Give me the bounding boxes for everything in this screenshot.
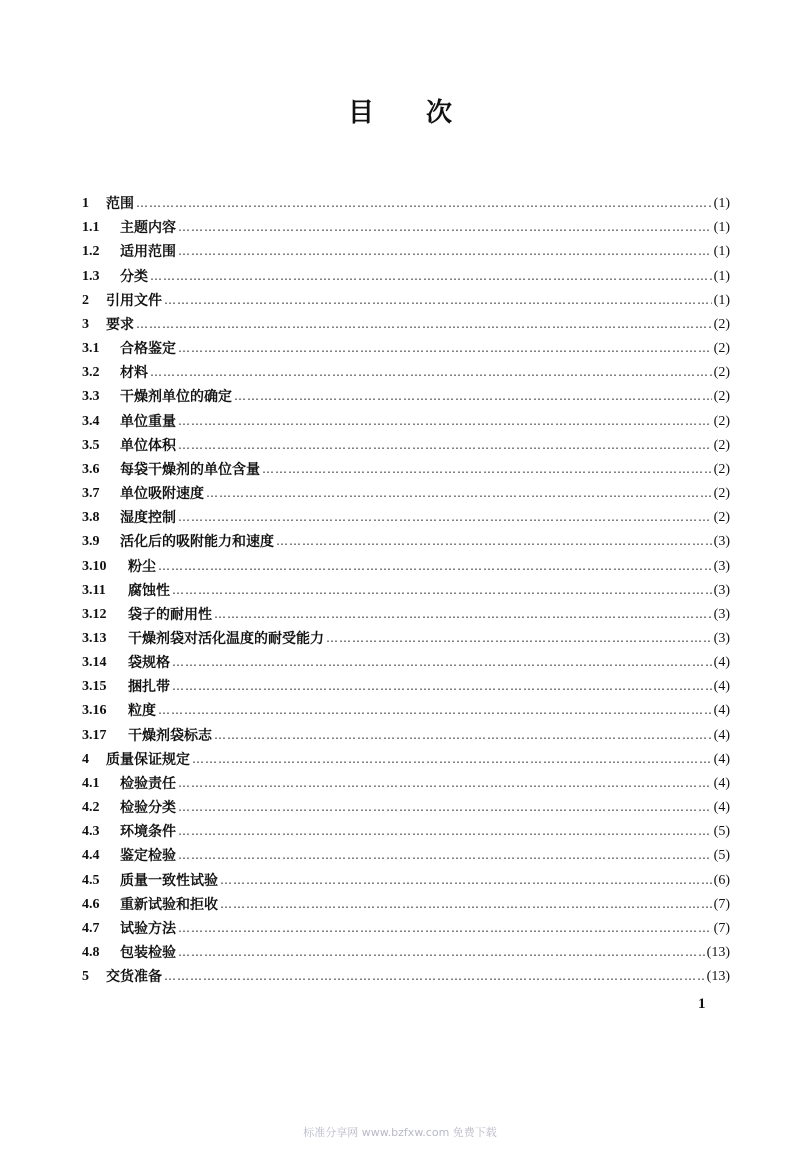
toc-entry-title: 检验分类 [120, 800, 176, 817]
toc-entry[interactable] [82, 503, 730, 527]
watermark: 标准分享网 www.bzfxw.com 免费下载 [303, 1126, 497, 1139]
toc-entry-page: (2) [713, 510, 730, 526]
toc-entry[interactable] [82, 382, 730, 406]
toc-entry-title: 活化后的吸附能力和速度 [120, 534, 274, 551]
toc-entry-title: 引用文件 [106, 292, 162, 309]
toc-entry-number: 2 [82, 292, 89, 308]
toc-entry-number: 3.3 [82, 389, 100, 405]
toc-entry-number: 3.7 [82, 486, 100, 502]
toc-entry[interactable] [82, 576, 730, 600]
toc-entry-title: 捆扎带 [128, 679, 170, 696]
toc-entry-number: 3 [82, 316, 89, 332]
toc-entry-number: 3.11 [82, 582, 106, 598]
toc-entry-title: 重新试验和拒收 [120, 896, 218, 913]
toc-entry[interactable] [82, 213, 730, 237]
toc-entry-page: (2) [713, 341, 730, 357]
toc-entry-title: 合格鉴定 [120, 341, 176, 358]
toc-entry-number: 3.9 [82, 534, 100, 550]
page-number: 1 [698, 996, 706, 1012]
toc-entry-title: 干燥剂袋对活化温度的耐受能力 [128, 630, 324, 647]
toc-entry-title: 粒度 [128, 703, 156, 720]
toc-entry-title: 腐蚀性 [128, 582, 170, 599]
toc-entry-number: 3.16 [82, 703, 107, 719]
toc-entry-page: (4) [713, 751, 730, 767]
toc-entry[interactable] [82, 914, 730, 938]
toc-entry-page: (2) [713, 365, 730, 381]
toc-dot-leader [172, 655, 712, 669]
toc-entry-page: (4) [713, 775, 730, 791]
toc-entry-number: 4.4 [82, 848, 100, 864]
toc-dot-leader [164, 969, 705, 983]
toc-entry-title: 分类 [120, 268, 148, 285]
toc-entry-number: 4.2 [82, 800, 100, 816]
page-title-left: 目 [347, 98, 374, 128]
toc-dot-leader [150, 269, 712, 283]
toc-entry-number: 3.5 [82, 437, 100, 453]
toc-entry-title: 鉴定检验 [120, 848, 176, 865]
toc-entry-page: (1) [713, 196, 730, 212]
toc-dot-leader [172, 583, 712, 597]
toc-entry-page: (2) [713, 316, 730, 332]
toc-entry-number: 1.2 [82, 244, 100, 260]
toc-entry-title: 质量一致性试验 [120, 872, 218, 889]
toc-entry-number: 4 [82, 751, 89, 767]
toc-entry[interactable] [82, 455, 730, 479]
toc-entry-number: 4.7 [82, 920, 100, 936]
toc-dot-leader [178, 800, 712, 814]
toc-dot-leader [178, 848, 712, 862]
toc-entry-title: 湿度控制 [120, 510, 176, 527]
toc-dot-leader [326, 631, 712, 645]
toc-entry-number: 3.14 [82, 655, 107, 671]
toc-dot-leader [192, 752, 712, 766]
toc-dot-leader [178, 438, 712, 452]
toc-entry[interactable] [82, 817, 730, 841]
toc-entry-title: 适用范围 [120, 244, 176, 261]
toc-entry-page: (4) [713, 679, 730, 695]
toc-dot-leader [220, 873, 712, 887]
toc-dot-leader [158, 703, 712, 717]
toc-entry-page: (5) [713, 824, 730, 840]
toc-dot-leader [178, 414, 712, 428]
toc-entry-page: (2) [713, 389, 730, 405]
toc-entry-number: 4.1 [82, 775, 100, 791]
toc-dot-leader [262, 462, 712, 476]
toc-entry-page: (2) [713, 413, 730, 429]
toc-entry-page: (4) [713, 655, 730, 671]
toc-entry[interactable] [82, 648, 730, 672]
toc-entry-page: (4) [713, 800, 730, 816]
toc-entry-number: 3.10 [82, 558, 107, 574]
toc-entry-number: 1 [82, 196, 89, 212]
page-title [0, 92, 800, 129]
toc-entry[interactable] [82, 406, 730, 430]
toc-dot-leader [178, 341, 712, 355]
toc-entry[interactable] [82, 189, 730, 213]
toc-entry[interactable] [82, 745, 730, 769]
toc-entry-title: 每袋干燥剂的单位含量 [120, 461, 260, 478]
toc-entry[interactable] [82, 334, 730, 358]
toc-entry-page: (6) [713, 872, 730, 888]
toc-entry-title: 单位重量 [120, 413, 176, 430]
toc-dot-leader [178, 220, 712, 234]
toc-dot-leader [178, 945, 705, 959]
toc-entry[interactable] [82, 431, 730, 455]
toc-entry-number: 3.1 [82, 341, 100, 357]
toc-entry-page: (4) [713, 703, 730, 719]
toc-entry-number: 4.8 [82, 945, 100, 960]
toc-entry-title: 主题内容 [120, 220, 176, 237]
toc-entry-title: 粉尘 [128, 558, 156, 575]
toc-entry-title: 范围 [106, 196, 134, 213]
toc-entry-title: 袋规格 [128, 655, 170, 672]
toc-dot-leader [178, 776, 712, 790]
toc-entry-title: 材料 [120, 365, 148, 382]
toc-entry-page: (13) [706, 945, 730, 960]
toc-entry-page: (3) [713, 582, 730, 598]
toc-dot-leader [234, 389, 712, 403]
toc-entry-number: 3.12 [82, 606, 107, 622]
toc-dot-leader [158, 559, 712, 573]
toc-dot-leader [276, 534, 712, 548]
toc-entry-number: 4.3 [82, 824, 100, 840]
toc-entry[interactable] [82, 310, 730, 334]
toc-entry-page: (3) [713, 558, 730, 574]
toc-entry[interactable] [82, 261, 730, 285]
toc-entry-page: (3) [713, 606, 730, 622]
toc-entry-title: 交货准备 [106, 969, 162, 986]
toc-entry-number: 3.4 [82, 413, 100, 429]
toc-entry[interactable] [82, 890, 730, 914]
toc-entry-title: 包装检验 [120, 945, 176, 961]
toc-entry-title: 检验责任 [120, 775, 176, 792]
toc-entry[interactable] [82, 527, 730, 551]
toc-entry[interactable] [82, 938, 730, 962]
toc-entry-number: 3.8 [82, 510, 100, 526]
toc-dot-leader [150, 365, 712, 379]
toc-dot-leader [214, 607, 712, 621]
toc-dot-leader [178, 510, 712, 524]
toc-entry-number: 5 [82, 969, 89, 985]
toc-entry[interactable] [82, 624, 730, 648]
toc-dot-leader [178, 921, 712, 935]
toc-dot-leader [164, 293, 712, 307]
toc-entry-page: (1) [713, 268, 730, 284]
page-title-right: 次 [426, 98, 453, 128]
toc-entry[interactable] [82, 865, 730, 889]
toc-entry-page: (4) [713, 727, 730, 743]
toc-entry[interactable] [82, 358, 730, 382]
toc-entry-title: 干燥剂单位的确定 [120, 389, 232, 406]
toc-entry-page: (13) [706, 969, 730, 985]
table-of-contents [82, 189, 730, 986]
toc-entry-number: 1.1 [82, 220, 100, 236]
toc-entry-number: 4.5 [82, 872, 100, 888]
toc-entry-title: 单位吸附速度 [120, 486, 204, 503]
toc-entry[interactable] [82, 479, 730, 503]
toc-entry[interactable] [82, 696, 730, 720]
toc-entry-page: (1) [713, 244, 730, 260]
toc-entry[interactable] [82, 672, 730, 696]
toc-entry-page: (3) [713, 534, 730, 550]
toc-dot-leader [136, 317, 712, 331]
toc-dot-leader [136, 196, 712, 210]
toc-dot-leader [178, 824, 712, 838]
toc-entry-title: 环境条件 [120, 824, 176, 841]
toc-entry-number: 3.15 [82, 679, 107, 695]
toc-dot-leader [220, 897, 712, 911]
toc-entry-number: 1.3 [82, 268, 100, 284]
toc-entry[interactable] [82, 793, 730, 817]
toc-entry-page: (1) [713, 220, 730, 236]
toc-entry-number: 3.13 [82, 630, 107, 646]
toc-entry[interactable] [82, 600, 730, 624]
toc-entry[interactable] [82, 769, 730, 793]
toc-entry-title: 袋子的耐用性 [128, 606, 212, 623]
toc-entry-page: (2) [713, 461, 730, 477]
toc-entry-number: 3.6 [82, 461, 100, 477]
toc-entry[interactable] [82, 286, 730, 310]
toc-entry-number: 4.6 [82, 896, 100, 912]
toc-dot-leader [172, 679, 712, 693]
toc-entry-page: (7) [713, 896, 730, 912]
toc-dot-leader [214, 728, 712, 742]
toc-entry-page: (3) [713, 630, 730, 646]
toc-entry[interactable] [82, 237, 730, 261]
toc-entry-page: (5) [713, 848, 730, 864]
toc-entry-title: 质量保证规定 [106, 751, 190, 768]
toc-entry[interactable] [82, 841, 730, 865]
toc-entry-page: (7) [713, 920, 730, 936]
toc-entry-page: (2) [713, 486, 730, 502]
toc-entry-number: 3.2 [82, 365, 100, 381]
toc-dot-leader [206, 486, 712, 500]
toc-entry-page: (2) [713, 437, 730, 453]
toc-dot-leader [178, 244, 712, 258]
toc-entry-title: 试验方法 [120, 920, 176, 937]
toc-entry-title: 干燥剂袋标志 [128, 727, 212, 744]
toc-entry-title: 单位体积 [120, 437, 176, 454]
toc-entry-number: 3.17 [82, 727, 107, 743]
toc-entry[interactable] [82, 962, 730, 986]
toc-entry[interactable] [82, 720, 730, 744]
toc-entry-title: 要求 [106, 316, 134, 333]
toc-entry-page: (1) [713, 292, 730, 308]
toc-entry[interactable] [82, 551, 730, 575]
